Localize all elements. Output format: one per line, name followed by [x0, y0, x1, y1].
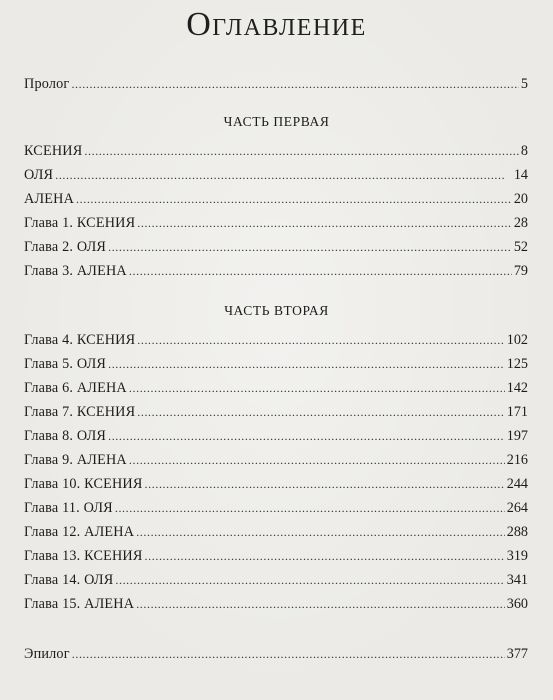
- toc-entry[interactable]: [24, 593, 528, 615]
- toc-entry-page: 52: [513, 239, 528, 255]
- toc-entry-page: 8: [520, 143, 528, 159]
- dot-leader: [71, 73, 518, 95]
- toc-entry[interactable]: [24, 353, 528, 375]
- dot-leader: [137, 329, 504, 351]
- page-title: Оглавление: [186, 6, 367, 43]
- dot-leader: [129, 377, 505, 399]
- part-heading: ЧАСТЬ ВТОРАЯ: [224, 303, 329, 318]
- toc-entry-label: Глава 3. АЛЕНА: [24, 263, 127, 279]
- dot-leader: [76, 188, 512, 210]
- toc-entry[interactable]: [24, 212, 528, 234]
- toc-entry-page: 14: [513, 167, 528, 183]
- toc-entry-label: АЛЕНА: [24, 191, 75, 207]
- toc-entry-label: КСЕНИЯ: [24, 143, 83, 159]
- toc-entry-label: Глава 9. АЛЕНА: [24, 452, 127, 468]
- toc-entry-label: Глава 7. КСЕНИЯ: [24, 404, 136, 420]
- toc-entry[interactable]: [24, 236, 528, 258]
- toc-entry-label: Глава 8. ОЛЯ: [24, 428, 107, 444]
- part-heading: ЧАСТЬ ПЕРВАЯ: [223, 114, 330, 129]
- dot-leader: [72, 643, 505, 665]
- dot-leader: [55, 164, 512, 186]
- toc-entry[interactable]: [24, 473, 528, 495]
- toc-entry[interactable]: [24, 329, 528, 351]
- toc-entry[interactable]: [24, 188, 528, 210]
- toc-entry[interactable]: [24, 164, 528, 186]
- toc-entry-label: Глава 4. КСЕНИЯ: [24, 332, 136, 348]
- toc-entry-page: 197: [506, 428, 528, 444]
- dot-leader: [136, 593, 505, 615]
- toc-entry-label: Глава 14. ОЛЯ: [24, 572, 114, 588]
- toc-entry[interactable]: [24, 521, 528, 543]
- toc-entry-label: ОЛЯ: [24, 167, 54, 183]
- dot-leader: [129, 449, 505, 471]
- dot-leader: [115, 497, 505, 519]
- toc-entry-label: Глава 10. КСЕНИЯ: [24, 476, 143, 492]
- toc-entry-page: 79: [513, 263, 528, 279]
- toc-entry[interactable]: [24, 377, 528, 399]
- toc-entry-page: 5: [520, 76, 528, 92]
- toc-entry-page: 216: [506, 452, 528, 468]
- toc-entry-label: Глава 15. АЛЕНА: [24, 596, 135, 612]
- toc-entry-label: Глава 2. ОЛЯ: [24, 239, 107, 255]
- toc-entry-epilogue[interactable]: [24, 643, 528, 665]
- toc-entry-page: 171: [506, 404, 528, 420]
- dot-leader: [129, 260, 512, 282]
- toc-entry-page: 20: [513, 191, 528, 207]
- toc-entry[interactable]: [24, 425, 528, 447]
- dot-leader: [108, 353, 505, 375]
- toc-entry[interactable]: [24, 401, 528, 423]
- toc-entry[interactable]: [24, 260, 528, 282]
- dot-leader: [115, 569, 504, 591]
- dot-leader: [108, 236, 512, 258]
- toc-entry-page: 244: [506, 476, 528, 492]
- toc-entry-page: 341: [506, 572, 528, 588]
- toc-entry-page: 319: [506, 548, 528, 564]
- dot-leader: [136, 521, 505, 543]
- dot-leader: [137, 212, 512, 234]
- toc-entry-label: Эпилог: [24, 646, 70, 662]
- toc-entry-page: 125: [506, 356, 528, 372]
- toc-entry-prologue[interactable]: [24, 73, 528, 95]
- toc-entry[interactable]: [24, 449, 528, 471]
- dot-leader: [137, 401, 504, 423]
- toc-entry-label: Пролог: [24, 76, 70, 92]
- toc-entry-page: 360: [506, 596, 528, 612]
- toc-entry-page: 102: [506, 332, 528, 348]
- toc-entry-page: 142: [506, 380, 528, 396]
- toc-entry-page: 377: [506, 646, 528, 662]
- toc-entry-label: Глава 13. КСЕНИЯ: [24, 548, 143, 564]
- toc-entry-label: Глава 11. ОЛЯ: [24, 500, 113, 516]
- dot-leader: [108, 425, 505, 447]
- dot-leader: [84, 140, 519, 162]
- toc-entry-label: Глава 12. АЛЕНА: [24, 524, 135, 540]
- toc-entry-label: Глава 1. КСЕНИЯ: [24, 215, 136, 231]
- toc-entry[interactable]: [24, 497, 528, 519]
- toc-entry-page: 28: [513, 215, 528, 231]
- dot-leader: [145, 473, 505, 495]
- toc-entry[interactable]: [24, 140, 528, 162]
- dot-leader: [145, 545, 505, 567]
- toc-entry-label: Глава 6. АЛЕНА: [24, 380, 127, 396]
- toc-entry-page: 288: [506, 524, 528, 540]
- toc-entry[interactable]: [24, 569, 528, 591]
- toc-entry-label: Глава 5. ОЛЯ: [24, 356, 107, 372]
- toc-entry-page: 264: [506, 500, 528, 516]
- toc-entry[interactable]: [24, 545, 528, 567]
